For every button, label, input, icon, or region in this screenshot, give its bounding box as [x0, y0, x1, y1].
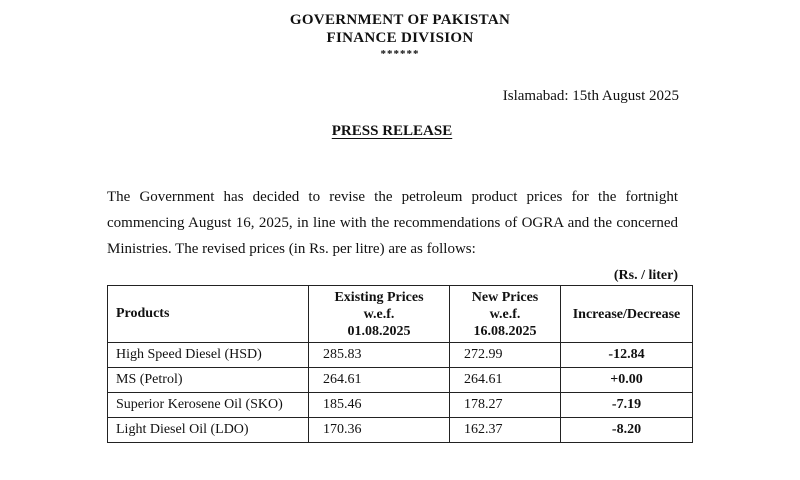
heading-separator: ****** [380, 48, 420, 60]
price-change: -7.19 [561, 393, 693, 418]
price-table [107, 285, 693, 443]
new-price: 272.99 [450, 343, 561, 368]
body-paragraph: The Government has decided to revise the petroleum product prices for the fortnight commencing August 16, 2025, in line with the recommendations of OGRA and the concerned Ministries. The revised prices (in Rs. per litre) are as follows: [107, 189, 678, 257]
header-existing-prices [309, 286, 450, 343]
header-products: Products [108, 286, 309, 343]
product-name: Light Diesel Oil (LDO) [108, 418, 309, 443]
price-change: -8.20 [561, 418, 693, 443]
header-existing-line3: 01.08.2025 [347, 323, 411, 339]
table-row [108, 393, 693, 418]
product-name: MS (Petrol) [108, 368, 309, 393]
existing-price: 170.36 [309, 418, 450, 443]
government-heading: GOVERNMENT OF PAKISTAN [289, 12, 511, 28]
press-release-title [0, 123, 784, 140]
new-price: 178.27 [450, 393, 561, 418]
header-new-prices [450, 286, 561, 343]
price-change: +0.00 [561, 368, 693, 393]
product-name: High Speed Diesel (HSD) [108, 343, 309, 368]
header-new-line1: New Prices [471, 289, 539, 305]
place-date: Islamabad: 15th August 2025 [502, 88, 679, 104]
existing-price: 264.61 [309, 368, 450, 393]
product-name: Superior Kerosene Oil (SKO) [108, 393, 309, 418]
header-new-line3: 16.08.2025 [473, 323, 537, 339]
division-heading: FINANCE DIVISION [326, 30, 474, 46]
press-release-title-text: PRESS RELEASE [331, 123, 453, 139]
existing-price: 285.83 [309, 343, 450, 368]
table-row [108, 343, 693, 368]
table-row [108, 418, 693, 443]
table-header-row [108, 286, 693, 343]
new-price: 264.61 [450, 368, 561, 393]
header-new-line2: w.e.f. [489, 306, 521, 322]
table-row [108, 368, 693, 393]
unit-note: (Rs. / liter) [613, 268, 678, 283]
header-increase-decrease: Increase/Decrease [561, 286, 693, 343]
price-change: -12.84 [561, 343, 693, 368]
header-existing-line2: w.e.f. [363, 306, 395, 322]
new-price: 162.37 [450, 418, 561, 443]
header-existing-line1: Existing Prices [334, 289, 424, 305]
existing-price: 185.46 [309, 393, 450, 418]
